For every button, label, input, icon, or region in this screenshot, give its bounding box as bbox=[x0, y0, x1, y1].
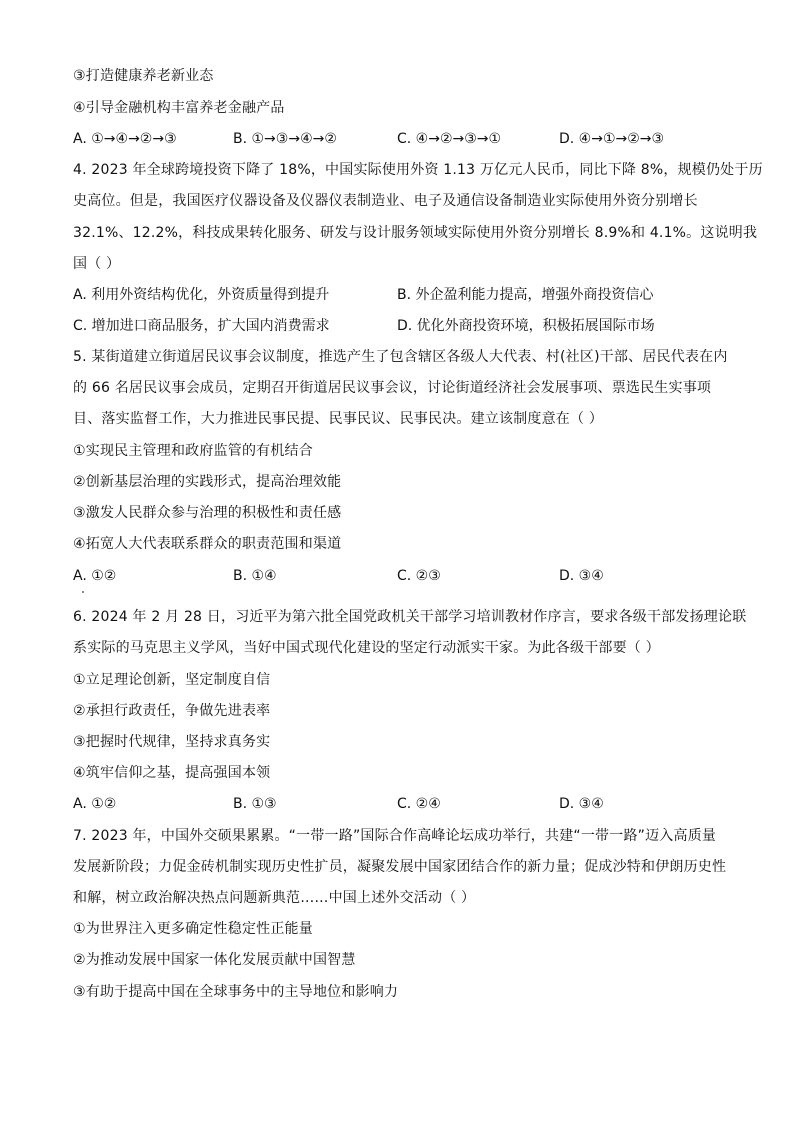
q4-stem-line-1: 4. 2023 年全球跨境投资下降了 18%，中国实际使用外资 1.13 万亿元人民币，同比下降 8%，规模仍处于历 bbox=[73, 162, 763, 178]
q4-stem-line-2: 史高位。但是，我国医疗仪器设备及仪器仪表制造业、电子及通信设备制造业实际使用外资分别增长 bbox=[73, 193, 698, 209]
q5-stem-line-1: 5. 某街道建立街道居民议事会议制度，推选产生了包含辖区各级人大代表、村(社区)干部、居民代表在内 bbox=[73, 349, 728, 365]
q6-option-a: A. ①② bbox=[73, 796, 117, 812]
q7-stem-line-1: 7. 2023 年，中国外交硕果累累。“一带一路”国际合作高峰论坛成功举行，共建“一带一路”迈入高质量 bbox=[73, 828, 717, 844]
q4-stem-line-4: 国（ ） bbox=[73, 256, 121, 272]
q5-option-d: D. ③④ bbox=[559, 568, 604, 584]
q5-stem-line-3: 目、落实监督工作，大力推进民事民提、民事民议、民事民决。建立该制度意在（ ） bbox=[73, 411, 604, 427]
stray-dot-mark bbox=[82, 591, 84, 593]
q5-item-4: ④拓宽人大代表联系群众的职责范围和渠道 bbox=[73, 536, 342, 552]
q6-item-4: ④筑牢信仰之基，提高强国本领 bbox=[73, 765, 271, 781]
q7-item-1: ①为世界注入更多确定性稳定性正能量 bbox=[73, 921, 313, 937]
q4-option-c: C. 增加进口商品服务，扩大国内消费需求 bbox=[73, 318, 330, 334]
q5-option-b: B. ①④ bbox=[233, 568, 277, 584]
q7-stem-line-2: 发展新阶段；力促金砖机制实现历史性扩员，凝聚发展中国家团结合作的新力量；促成沙特和伊朗历史性 bbox=[73, 859, 727, 875]
q6-item-2: ②承担行政责任，争做先进表率 bbox=[73, 703, 271, 719]
q3-option-c: C. ④→②→③→① bbox=[397, 131, 502, 147]
q6-item-3: ③把握时代规律，坚持求真务实 bbox=[73, 734, 271, 750]
q7-item-3: ③有助于提高中国在全球事务中的主导地位和影响力 bbox=[73, 984, 399, 1000]
q5-item-1: ①实现民主管理和政府监管的有机结合 bbox=[73, 443, 313, 459]
q3-item-4: ④引导金融机构丰富养老金融产品 bbox=[73, 100, 285, 116]
q5-option-a: A. ①② bbox=[73, 568, 117, 584]
q3-option-b: B. ①→③→④→② bbox=[233, 131, 337, 147]
q4-option-a: A. 利用外资结构优化，外资质量得到提升 bbox=[73, 287, 330, 303]
q7-item-2: ②为推动发展中国家一体化发展贡献中国智慧 bbox=[73, 952, 356, 968]
q3-option-a: A. ①→④→②→③ bbox=[73, 131, 177, 147]
q5-stem-line-2: 的 66 名居民议事会成员，定期召开街道居民议事会议，讨论街道经济社会发展事项、票选民生实事项 bbox=[73, 380, 712, 396]
q6-option-c: C. ②④ bbox=[397, 796, 441, 812]
q5-item-3: ③激发人民群众参与治理的积极性和责任感 bbox=[73, 505, 342, 521]
q5-option-c: C. ②③ bbox=[397, 568, 441, 584]
q7-stem-line-3: 和解，树立政治解决热点问题新典范……中国上述外交活动（ ） bbox=[73, 890, 476, 906]
q6-stem-line-1: 6. 2024 年 2 月 28 日，习近平为第六批全国党政机关干部学习培训教材作序言，要求各级干部发扬理论联 bbox=[73, 609, 747, 625]
q6-item-1: ①立足理论创新，坚定制度自信 bbox=[73, 672, 271, 688]
q3-item-3: ③打造健康养老新业态 bbox=[73, 68, 214, 84]
q3-option-d: D. ④→①→②→③ bbox=[559, 131, 665, 147]
q4-stem-line-3: 32.1%、12.2%，科技成果转化服务、研发与设计服务领域实际使用外资分别增长 8.9%和 4.1%。这说明我 bbox=[73, 225, 758, 241]
q6-stem-line-2: 系实际的马克思主义学风，当好中国式现代化建设的坚定行动派实干家。为此各级干部要（ ） bbox=[73, 640, 660, 656]
q6-option-b: B. ①③ bbox=[233, 796, 277, 812]
q4-option-b: B. 外企盈利能力提高，增强外商投资信心 bbox=[397, 287, 654, 303]
q6-option-d: D. ③④ bbox=[559, 796, 604, 812]
q4-option-d: D. 优化外商投资环境，积极拓展国际市场 bbox=[397, 318, 655, 334]
q5-item-2: ②创新基层治理的实践形式，提高治理效能 bbox=[73, 474, 342, 490]
